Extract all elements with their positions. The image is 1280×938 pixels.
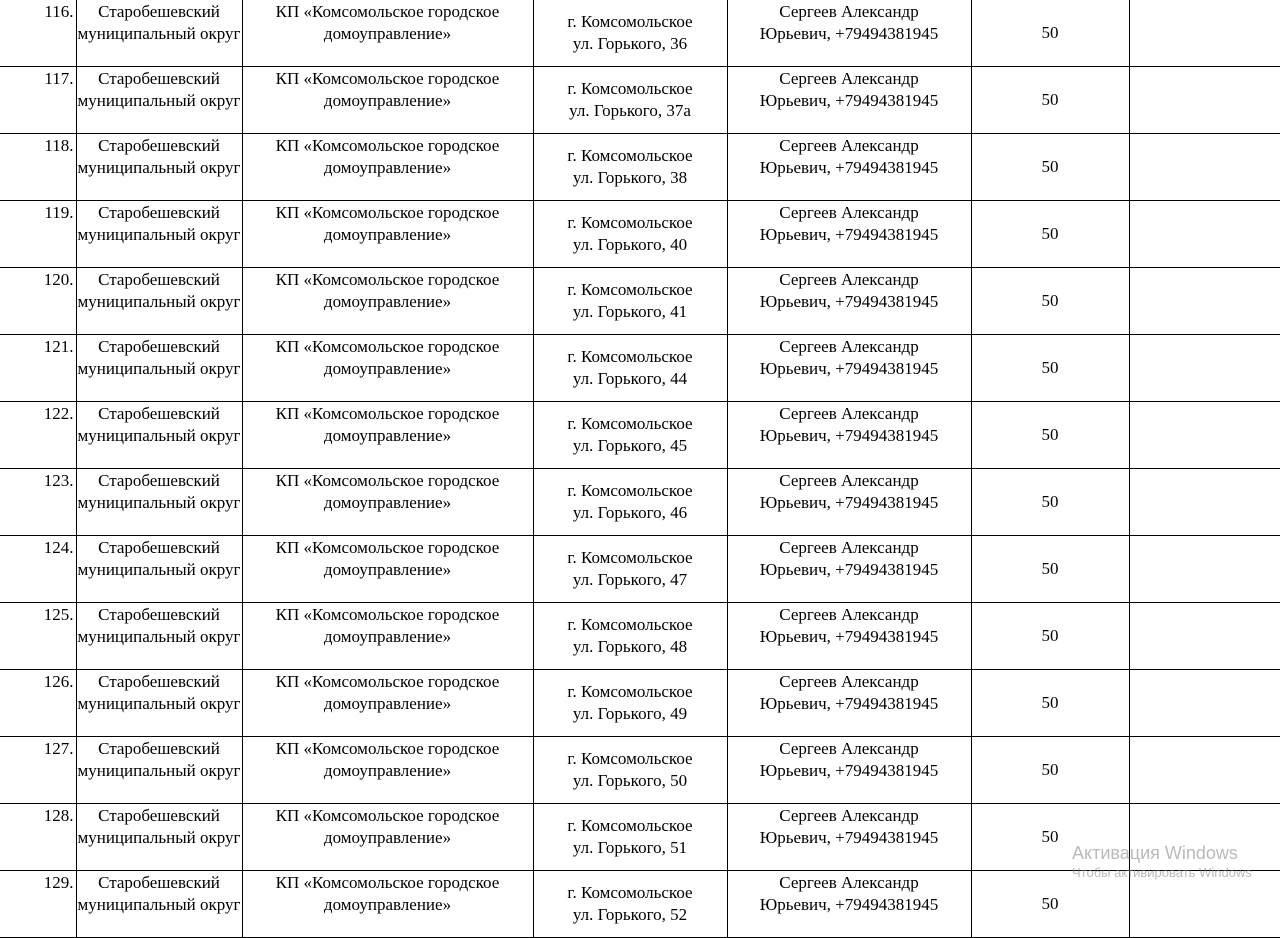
- organization-cell: [242, 871, 533, 938]
- table-row: [0, 670, 1280, 737]
- row-number-cell: [0, 536, 76, 603]
- address-street: ул. Горького, 47: [572, 570, 688, 589]
- district-cell: [76, 603, 242, 670]
- quantity-value: 50: [1041, 559, 1059, 578]
- contact-name: Сергеев Александр: [779, 404, 919, 423]
- district-cell: [76, 737, 242, 804]
- district-name: Старобешевский муниципальный округ: [77, 873, 241, 914]
- contact-name: Сергеев Александр: [779, 203, 919, 222]
- address-street: ул. Горького, 46: [572, 503, 688, 522]
- quantity-cell: [971, 201, 1129, 268]
- quantity-cell: [971, 134, 1129, 201]
- row-number-cell: [0, 871, 76, 938]
- table-row: [0, 402, 1280, 469]
- quantity-cell: [971, 804, 1129, 871]
- table-row: [0, 268, 1280, 335]
- address-cell: [533, 804, 727, 871]
- contact-name: Сергеев Александр: [779, 337, 919, 356]
- district-name: Старобешевский муниципальный округ: [77, 136, 241, 177]
- district-name: Старобешевский муниципальный округ: [77, 538, 241, 579]
- district-name: Старобешевский муниципальный округ: [77, 337, 241, 378]
- contact-details: Юрьевич, +79494381945: [759, 560, 939, 579]
- quantity-cell: [971, 737, 1129, 804]
- organization-cell: [242, 737, 533, 804]
- district-name: Старобешевский муниципальный округ: [77, 739, 241, 780]
- district-name: Старобешевский муниципальный округ: [77, 203, 241, 244]
- address-city: г. Комсомольское: [567, 146, 693, 165]
- organization-name: КП «Комсомольское городское домоуправление»: [275, 672, 500, 713]
- contact-details: Юрьевич, +79494381945: [759, 694, 939, 713]
- empty-cell: [1129, 0, 1280, 67]
- contact-cell: [727, 737, 971, 804]
- table-row: [0, 737, 1280, 804]
- table-row: [0, 804, 1280, 871]
- organization-cell: [242, 0, 533, 67]
- district-cell: [76, 469, 242, 536]
- row-number: 127.: [43, 739, 74, 758]
- organization-name: КП «Комсомольское городское домоуправление»: [275, 270, 500, 311]
- contact-details: Юрьевич, +79494381945: [759, 292, 939, 311]
- quantity-cell: [971, 603, 1129, 670]
- table-row: [0, 201, 1280, 268]
- address-city: г. Комсомольское: [567, 816, 693, 835]
- row-number-cell: [0, 804, 76, 871]
- quantity-value: 50: [1041, 157, 1059, 176]
- contact-name: Сергеев Александр: [779, 873, 919, 892]
- empty-cell: [1129, 201, 1280, 268]
- empty-cell: [1129, 536, 1280, 603]
- address-cell: [533, 402, 727, 469]
- row-number: 117.: [44, 69, 74, 88]
- row-number: 122.: [43, 404, 74, 423]
- quantity-cell: [971, 670, 1129, 737]
- empty-cell: [1129, 402, 1280, 469]
- address-street: ул. Горького, 37а: [569, 101, 691, 120]
- quantity-value: 50: [1041, 827, 1059, 846]
- address-street: ул. Горького, 51: [572, 838, 688, 857]
- row-number: 116.: [44, 2, 74, 21]
- organization-name: КП «Комсомольское городское домоуправление»: [275, 739, 500, 780]
- table-row: [0, 871, 1280, 938]
- district-name: Старобешевский муниципальный округ: [77, 2, 241, 43]
- empty-cell: [1129, 67, 1280, 134]
- address-city: г. Комсомольское: [567, 347, 693, 366]
- address-cell: [533, 536, 727, 603]
- quantity-cell: [971, 402, 1129, 469]
- quantity-value: 50: [1041, 90, 1059, 109]
- row-number: 128.: [43, 806, 74, 825]
- address-cell: [533, 268, 727, 335]
- address-city: г. Комсомольское: [567, 79, 693, 98]
- table-row: [0, 67, 1280, 134]
- address-street: ул. Горького, 48: [572, 637, 688, 656]
- organization-cell: [242, 201, 533, 268]
- district-cell: [76, 402, 242, 469]
- address-cell: [533, 67, 727, 134]
- address-city: г. Комсомольское: [567, 749, 693, 768]
- contact-cell: [727, 0, 971, 67]
- organization-cell: [242, 335, 533, 402]
- quantity-value: 50: [1041, 693, 1059, 712]
- empty-cell: [1129, 469, 1280, 536]
- empty-cell: [1129, 871, 1280, 938]
- quantity-cell: [971, 871, 1129, 938]
- organization-name: КП «Комсомольское городское домоуправление»: [275, 337, 500, 378]
- organization-name: КП «Комсомольское городское домоуправление»: [275, 203, 500, 244]
- contact-cell: [727, 469, 971, 536]
- address-city: г. Комсомольское: [567, 213, 693, 232]
- district-name: Старобешевский муниципальный округ: [77, 605, 241, 646]
- address-city: г. Комсомольское: [567, 280, 693, 299]
- district-name: Старобешевский муниципальный округ: [77, 672, 241, 713]
- quantity-cell: [971, 536, 1129, 603]
- organization-cell: [242, 469, 533, 536]
- table-row: [0, 536, 1280, 603]
- contact-cell: [727, 67, 971, 134]
- empty-cell: [1129, 737, 1280, 804]
- district-name: Старобешевский муниципальный округ: [77, 806, 241, 847]
- watermark-subtitle: Чтобы активировать Windows: [1072, 865, 1252, 880]
- contact-name: Сергеев Александр: [779, 270, 919, 289]
- contact-cell: [727, 134, 971, 201]
- empty-cell: [1129, 670, 1280, 737]
- address-cell: [533, 670, 727, 737]
- contact-cell: [727, 201, 971, 268]
- district-cell: [76, 134, 242, 201]
- table-row: [0, 0, 1280, 67]
- row-number-cell: [0, 201, 76, 268]
- organization-cell: [242, 268, 533, 335]
- contact-details: Юрьевич, +79494381945: [759, 91, 939, 110]
- district-cell: [76, 804, 242, 871]
- contact-name: Сергеев Александр: [779, 739, 919, 758]
- address-cell: [533, 134, 727, 201]
- address-city: г. Комсомольское: [567, 481, 693, 500]
- row-number: 124.: [43, 538, 74, 557]
- row-number: 126.: [43, 672, 74, 691]
- contact-name: Сергеев Александр: [779, 605, 919, 624]
- district-cell: [76, 67, 242, 134]
- row-number-cell: [0, 335, 76, 402]
- empty-cell: [1129, 335, 1280, 402]
- contact-details: Юрьевич, +79494381945: [759, 627, 939, 646]
- organization-cell: [242, 67, 533, 134]
- contact-name: Сергеев Александр: [779, 69, 919, 88]
- address-cell: [533, 871, 727, 938]
- contact-cell: [727, 402, 971, 469]
- organization-name: КП «Комсомольское городское домоуправление»: [275, 471, 500, 512]
- district-cell: [76, 0, 242, 67]
- row-number-cell: [0, 134, 76, 201]
- contact-cell: [727, 603, 971, 670]
- address-cell: [533, 0, 727, 67]
- row-number-cell: [0, 402, 76, 469]
- organization-name: КП «Комсомольское городское домоуправление»: [275, 69, 500, 110]
- address-street: ул. Горького, 50: [572, 771, 688, 790]
- contact-details: Юрьевич, +79494381945: [759, 24, 939, 43]
- quantity-value: 50: [1041, 492, 1059, 511]
- address-cell: [533, 603, 727, 670]
- address-city: г. Комсомольское: [567, 615, 693, 634]
- contact-details: Юрьевич, +79494381945: [759, 895, 939, 914]
- organization-name: КП «Комсомольское городское домоуправление»: [275, 404, 500, 445]
- district-cell: [76, 335, 242, 402]
- quantity-cell: [971, 0, 1129, 67]
- quantity-cell: [971, 469, 1129, 536]
- contact-details: Юрьевич, +79494381945: [759, 426, 939, 445]
- table-row: [0, 603, 1280, 670]
- address-street: ул. Горького, 41: [572, 302, 688, 321]
- quantity-value: 50: [1041, 291, 1059, 310]
- quantity-value: 50: [1041, 358, 1059, 377]
- district-cell: [76, 536, 242, 603]
- district-cell: [76, 201, 242, 268]
- table-row: [0, 335, 1280, 402]
- organization-cell: [242, 402, 533, 469]
- organization-cell: [242, 134, 533, 201]
- district-cell: [76, 268, 242, 335]
- row-number: 118.: [44, 136, 74, 155]
- empty-cell: [1129, 268, 1280, 335]
- address-cell: [533, 335, 727, 402]
- contact-cell: [727, 871, 971, 938]
- row-number-cell: [0, 603, 76, 670]
- district-cell: [76, 871, 242, 938]
- contact-cell: [727, 335, 971, 402]
- row-number: 129.: [43, 873, 74, 892]
- address-city: г. Комсомольское: [567, 414, 693, 433]
- row-number: 123.: [43, 471, 74, 490]
- quantity-cell: [971, 67, 1129, 134]
- address-street: ул. Горького, 36: [572, 34, 688, 53]
- address-street: ул. Горького, 45: [572, 436, 688, 455]
- organization-name: КП «Комсомольское городское домоуправление»: [275, 136, 500, 177]
- row-number-cell: [0, 268, 76, 335]
- contact-details: Юрьевич, +79494381945: [759, 828, 939, 847]
- contact-cell: [727, 268, 971, 335]
- row-number-cell: [0, 670, 76, 737]
- organization-cell: [242, 670, 533, 737]
- row-number: 120.: [43, 270, 74, 289]
- organization-name: КП «Комсомольское городское домоуправление»: [275, 605, 500, 646]
- row-number: 119.: [44, 203, 74, 222]
- contact-details: Юрьевич, +79494381945: [759, 158, 939, 177]
- contact-name: Сергеев Александр: [779, 471, 919, 490]
- district-name: Старобешевский муниципальный округ: [77, 69, 241, 110]
- watermark-title: Активация Windows: [1072, 843, 1238, 863]
- organization-name: КП «Комсомольское городское домоуправление»: [275, 2, 500, 43]
- organization-cell: [242, 804, 533, 871]
- contact-cell: [727, 804, 971, 871]
- row-number: 121.: [43, 337, 74, 356]
- quantity-cell: [971, 335, 1129, 402]
- address-street: ул. Горького, 40: [572, 235, 688, 254]
- district-name: Старобешевский муниципальный округ: [77, 471, 241, 512]
- address-city: г. Комсомольское: [567, 548, 693, 567]
- quantity-value: 50: [1041, 224, 1059, 243]
- contact-details: Юрьевич, +79494381945: [759, 225, 939, 244]
- address-street: ул. Горького, 38: [572, 168, 688, 187]
- row-number-cell: [0, 67, 76, 134]
- address-city: г. Комсомольское: [567, 12, 693, 31]
- contact-name: Сергеев Александр: [779, 538, 919, 557]
- table-row: [0, 134, 1280, 201]
- contact-name: Сергеев Александр: [779, 136, 919, 155]
- row-number: 125.: [43, 605, 74, 624]
- address-city: г. Комсомольское: [567, 682, 693, 701]
- address-cell: [533, 201, 727, 268]
- address-cell: [533, 469, 727, 536]
- quantity-value: 50: [1041, 23, 1059, 42]
- quantity-cell: [971, 268, 1129, 335]
- quantity-value: 50: [1041, 894, 1059, 913]
- organization-name: КП «Комсомольское городское домоуправление»: [275, 873, 500, 914]
- empty-cell: [1129, 804, 1280, 871]
- contact-details: Юрьевич, +79494381945: [759, 493, 939, 512]
- address-street: ул. Горького, 52: [572, 905, 688, 924]
- row-number-cell: [0, 737, 76, 804]
- district-cell: [76, 670, 242, 737]
- row-number-cell: [0, 0, 76, 67]
- quantity-value: 50: [1041, 425, 1059, 444]
- quantity-value: 50: [1041, 760, 1059, 779]
- district-name: Старобешевский муниципальный округ: [77, 270, 241, 311]
- contact-name: Сергеев Александр: [779, 672, 919, 691]
- quantity-value: 50: [1041, 626, 1059, 645]
- contact-name: Сергеев Александр: [779, 806, 919, 825]
- contact-details: Юрьевич, +79494381945: [759, 761, 939, 780]
- contact-cell: [727, 536, 971, 603]
- address-cell: [533, 737, 727, 804]
- empty-cell: [1129, 603, 1280, 670]
- address-city: г. Комсомольское: [567, 883, 693, 902]
- contact-name: Сергеев Александр: [779, 2, 919, 21]
- organization-name: КП «Комсомольское городское домоуправление»: [275, 538, 500, 579]
- contact-details: Юрьевич, +79494381945: [759, 359, 939, 378]
- table-row: [0, 469, 1280, 536]
- address-street: ул. Горького, 49: [572, 704, 688, 723]
- contact-cell: [727, 670, 971, 737]
- row-number-cell: [0, 469, 76, 536]
- organization-cell: [242, 603, 533, 670]
- district-name: Старобешевский муниципальный округ: [77, 404, 241, 445]
- organization-cell: [242, 536, 533, 603]
- address-street: ул. Горького, 44: [572, 369, 688, 388]
- empty-cell: [1129, 134, 1280, 201]
- organization-name: КП «Комсомольское городское домоуправление»: [275, 806, 500, 847]
